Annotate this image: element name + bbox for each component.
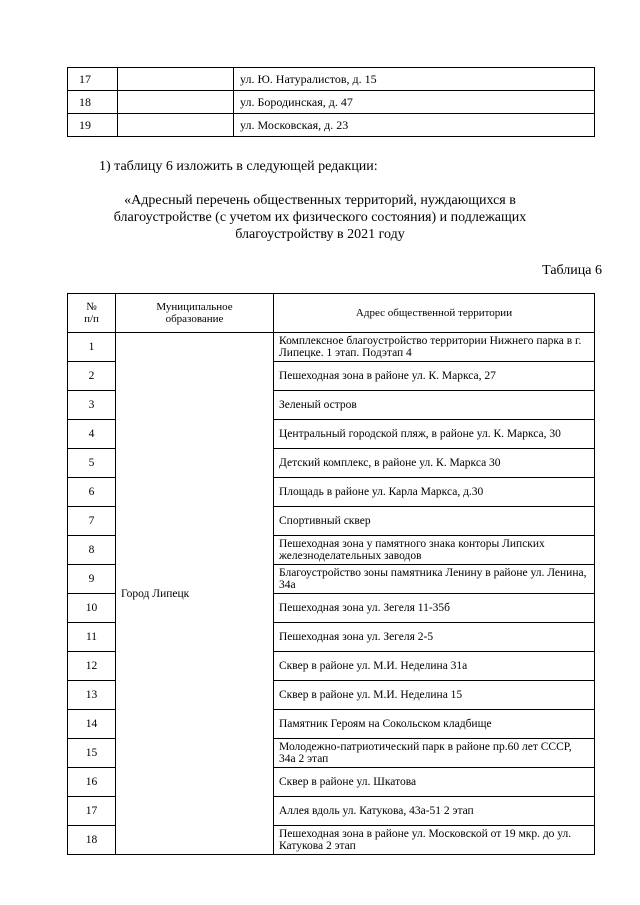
table-row bbox=[68, 68, 595, 91]
row-number: 17 bbox=[68, 797, 116, 826]
row-number: 16 bbox=[68, 768, 116, 797]
address-cell: Пешеходная зона у памятного знака конторы Липских железноделательных заводов bbox=[274, 536, 595, 565]
address-cell: ул. Бородинская, д. 47 bbox=[234, 91, 595, 114]
header-address: Адрес общественной территории bbox=[274, 294, 595, 333]
address-cell: Пешеходная зона в районе ул. Московской от 19 мкр. до ул. Катукова 2 этап bbox=[274, 826, 595, 855]
address-cell: Центральный городской пляж, в районе ул. К. Маркса, 30 bbox=[274, 420, 595, 449]
address-cell: Памятник Героям на Сокольском кладбище bbox=[274, 710, 595, 739]
table-row bbox=[68, 91, 595, 114]
previous-table-fragment bbox=[67, 67, 595, 137]
address-cell: Благоустройство зоны памятника Ленину в районе ул. Ленина, 34а bbox=[274, 565, 595, 594]
address-cell: Сквер в районе ул. М.И. Неделина 31а bbox=[274, 652, 595, 681]
row-number: 6 bbox=[68, 478, 116, 507]
row-number: 10 bbox=[68, 594, 116, 623]
row-number: 12 bbox=[68, 652, 116, 681]
municipality-cell: Город Липецк bbox=[116, 333, 274, 855]
row-number: 7 bbox=[68, 507, 116, 536]
row-number: 15 bbox=[68, 739, 116, 768]
instruction-text: 1) таблицу 6 изложить в следующей редакции: bbox=[99, 159, 378, 174]
header-number: № п/п bbox=[68, 294, 116, 333]
row-number: 2 bbox=[68, 362, 116, 391]
address-cell: ул. Ю. Натуралистов, д. 15 bbox=[234, 68, 595, 91]
row-number: 18 bbox=[68, 91, 118, 114]
row-number: 19 bbox=[68, 114, 118, 137]
row-number: 1 bbox=[68, 333, 116, 362]
address-cell: Сквер в районе ул. Шкатова bbox=[274, 768, 595, 797]
heading-line: «Адресный перечень общественных территорий, нуждающихся в bbox=[124, 193, 516, 208]
table-header-row bbox=[68, 294, 595, 333]
row-number: 3 bbox=[68, 391, 116, 420]
address-cell: ул. Московская, д. 23 bbox=[234, 114, 595, 137]
row-number: 9 bbox=[68, 565, 116, 594]
row-number: 18 bbox=[68, 826, 116, 855]
table-heading bbox=[60, 192, 580, 243]
table-row bbox=[68, 114, 595, 137]
address-cell: Комплексное благоустройство территории Нижнего парка в г. Липецке. 1 этап. Подэтап 4 bbox=[274, 333, 595, 362]
territories-table bbox=[67, 293, 595, 855]
municipality-cell bbox=[118, 114, 234, 137]
row-number: 5 bbox=[68, 449, 116, 478]
address-cell: Спортивный сквер bbox=[274, 507, 595, 536]
address-cell: Молодежно-патриотический парк в районе пр.60 лет СССР, 34а 2 этап bbox=[274, 739, 595, 768]
row-number: 13 bbox=[68, 681, 116, 710]
address-cell: Зеленый остров bbox=[274, 391, 595, 420]
address-cell: Детский комплекс, в районе ул. К. Маркса 30 bbox=[274, 449, 595, 478]
row-number: 14 bbox=[68, 710, 116, 739]
address-cell: Пешеходная зона ул. Зегеля 11-35б bbox=[274, 594, 595, 623]
address-cell: Пешеходная зона ул. Зегеля 2-5 bbox=[274, 623, 595, 652]
municipality-cell bbox=[118, 91, 234, 114]
table-label: Таблица 6 bbox=[542, 263, 602, 278]
table-row bbox=[68, 333, 595, 362]
address-cell: Площадь в районе ул. Карла Маркса, д.30 bbox=[274, 478, 595, 507]
row-number: 4 bbox=[68, 420, 116, 449]
address-cell: Сквер в районе ул. М.И. Неделина 15 bbox=[274, 681, 595, 710]
address-cell: Аллея вдоль ул. Катукова, 43а-51 2 этап bbox=[274, 797, 595, 826]
heading-line: благоустройству в 2021 году bbox=[235, 227, 405, 242]
row-number: 8 bbox=[68, 536, 116, 565]
municipality-cell bbox=[118, 68, 234, 91]
header-municipality: Муниципальное образование bbox=[116, 294, 274, 333]
heading-line: благоустройстве (с учетом их физического состояния) и подлежащих bbox=[113, 210, 527, 225]
address-cell: Пешеходная зона в районе ул. К. Маркса, 27 bbox=[274, 362, 595, 391]
row-number: 17 bbox=[68, 68, 118, 91]
row-number: 11 bbox=[68, 623, 116, 652]
